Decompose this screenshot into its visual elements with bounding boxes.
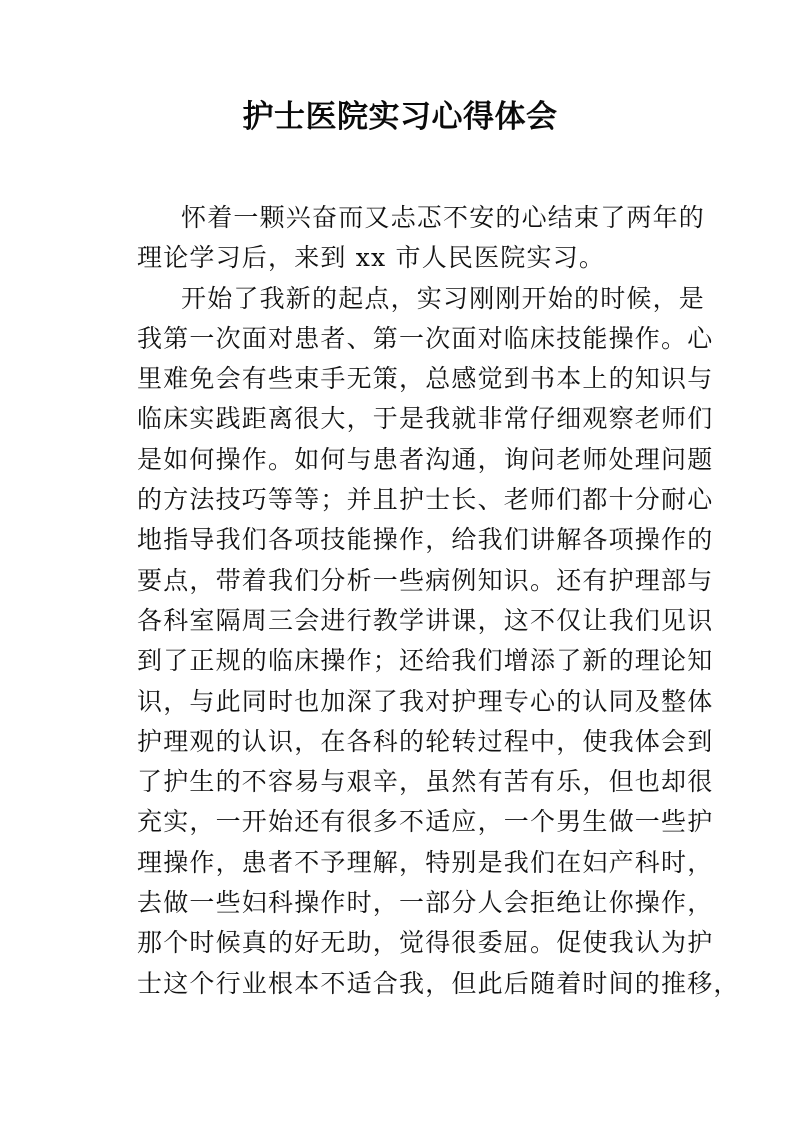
text-line: 是如何操作。如何与患者沟通，询问老师处理问题 [137,444,714,474]
text-line: 地指导我们各项技能操作，给我们讲解各项操作的 [137,525,714,555]
text-line: 临床实践距离很大，于是我就非常仔细观察老师们 [137,404,714,434]
text-line: 里难免会有些束手无策，总感觉到书本上的知识与 [137,364,714,394]
text-line: 理论学习后，来到 xx 市人民医院实习。 [137,243,606,273]
text-line: 要点，带着我们分析一些病例知识。还有护理部与 [137,565,714,595]
text-line: 护理观的认识，在各科的轮转过程中，使我体会到 [137,726,714,756]
text-line: 各科室隔周三会进行教学讲课，这不仅让我们见识 [137,605,714,635]
text-line: 去做一些妇科操作时，一部分人会拒绝让你操作， [137,888,714,918]
text-line: 我第一次面对患者、第一次面对临床技能操作。心 [137,323,714,353]
document-body [137,198,740,1004]
text-line: 的方法技巧等等；并且护士长、老师们都十分耐心 [137,485,714,515]
paragraph-1 [137,198,706,279]
text-line: 充实，一开始还有很多不适应，一个男生做一些护 [137,807,714,837]
document-title: 护士医院实习心得体会 [242,99,558,135]
text-line: 到了正规的临床操作；还给我们增添了新的理论知 [137,646,714,676]
text-line: 开始了我新的起点，实习刚刚开始的时候，是 [181,283,706,313]
text-line: 了护生的不容易与艰辛，虽然有苦有乐，但也却很 [137,767,714,797]
text-line: 士这个行业根本不适合我，但此后随着时间的推移， [137,968,740,998]
text-line: 识，与此同时也加深了我对护理专心的认同及整体 [137,686,714,716]
text-line: 理操作，患者不予理解，特别是我们在妇产科时， [137,847,714,877]
text-line: 那个时候真的好无助，觉得很委屈。促使我认为护 [137,928,714,958]
text-line: 怀着一颗兴奋而又忐忑不安的心结束了两年的 [181,203,706,232]
paragraph-2 [137,279,740,1004]
